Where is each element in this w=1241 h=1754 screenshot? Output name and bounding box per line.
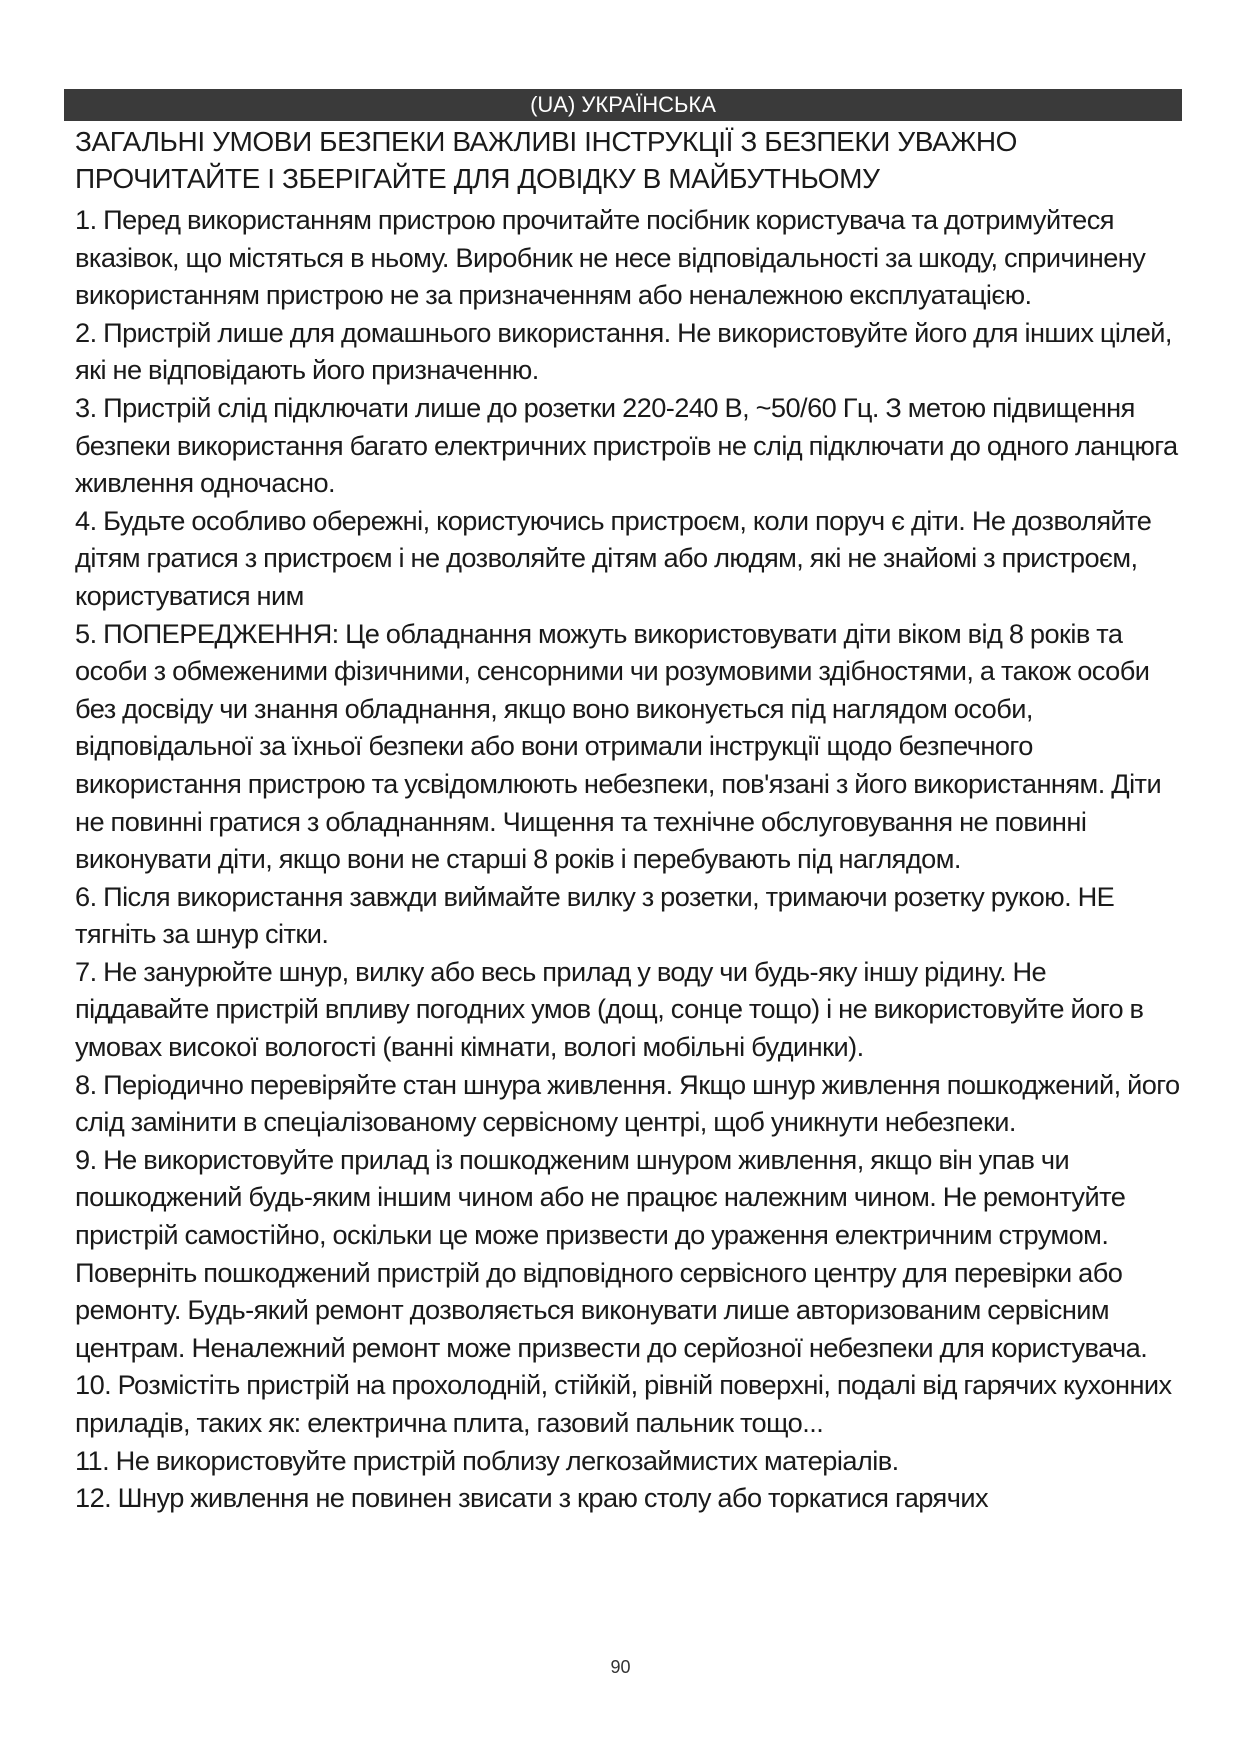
safety-instructions-list — [75, 201, 1185, 1517]
instruction-item: 4. Будьте особливо обережні, користуючись пристроєм, коли поруч є діти. Не дозволяйте дітям гратися з пристроєм і не дозволяйте дітям або людям, які не знайомі з пристроєм, користуватися ним — [75, 504, 1152, 611]
instruction-item: 1. Перед використанням пристрою прочитайте посібник користувача та дотримуйтеся вказівок, що містяться в ньому. Виробник не несе відповідальності за шкоду, спричинену використанням пристрою не за призначенням або неналежною експлуатацією. — [75, 204, 1146, 311]
instruction-item: 10. Розмістіть пристрій на прохолодній, стійкій, рівній поверхні, подалі від гарячих кухонних приладів, таких як: електрична плита, газовий пальник тощо... — [75, 1369, 1172, 1438]
language-label: (UA) УКРАЇНСЬКА — [530, 92, 716, 117]
instruction-item: 7. Не занурюйте шнур, вилку або весь прилад у воду чи будь-яку іншу рідину. Не піддавайте пристрій впливу погодних умов (дощ, сонце тощо) і не використовуйте його в умовах високої вологості (ванні кімнати, вологі мобільні будинки). — [75, 955, 1144, 1063]
section-title: ЗАГАЛЬНІ УМОВИ БЕЗПЕКИ ВАЖЛИВІ ІНСТРУКЦІЇ З БЕЗПЕКИ УВАЖНО ПРОЧИТАЙТЕ І ЗБЕРІГАЙТЕ ДЛЯ ДОВІДКУ В МАЙБУТНЬОМУ — [75, 126, 1018, 194]
instruction-item: 2. Пристрій лише для домашнього використання. Не використовуйте його для інших цілей, які не відповідають його призначенню. — [75, 316, 1172, 386]
instruction-item: 11. Не використовуйте пристрій поблизу легкозаймистих матеріалів. — [75, 1444, 899, 1476]
safety-section — [75, 123, 1185, 1517]
instruction-item: 5. ПОПЕРЕДЖЕННЯ: Це обладнання можуть використовувати діти віком від 8 років та особи з обмеженими фізичними, сенсорними чи розумовими здібностями, а також особи без досвіду чи знання обладнання, якщо воно виконується під наглядом особи, відповідальної за їхньої безпеки або вони отримали інструкції щодо безпечного використання пристрою та усвідомлюють небезпеки, пов'язані з його використанням. Діти не повинні гратися з обладнанням. Чищення та технічне обслуговування не повинні виконувати діти, якщо вони не старші 8 років і перебувають під наглядом. — [75, 617, 1162, 875]
instruction-item: 6. Після використання завжди виймайте вилку з розетки, тримаючи розетку рукою. НЕ тягніть за шнур сітки. — [75, 880, 1115, 950]
page-number: 90 — [610, 1657, 631, 1677]
language-header-bar — [64, 89, 1182, 121]
instruction-item: 12. Шнур живлення не повинен звисати з краю столу або торкатися гарячих — [75, 1482, 989, 1514]
instruction-item: 3. Пристрій слід підключати лише до розетки 220-240 В, ~50/60 Гц. З метою підвищення безпеки використання багато електричних пристроїв не слід підключати до одного ланцюга живлення одночасно. — [75, 391, 1178, 499]
instruction-item: 8. Періодично перевіряйте стан шнура живлення. Якщо шнур живлення пошкоджений, його слід замінити в спеціалізованому сервісному центрі, щоб уникнути небезпеки. — [75, 1068, 1180, 1138]
instruction-item: 9. Не використовуйте прилад із пошкодженим шнуром живлення, якщо він упав чи пошкоджений будь-яким іншим чином або не працює належним чином. Не ремонтуйте пристрій самостійно, оскільки це може призвести до ураження електричним струмом. Поверніть пошкоджений пристрій до відповідного сервісного центру для перевірки або ремонту. Будь-який ремонт дозволяється виконувати лише авторизованим сервісним центрам. Неналежний ремонт може призвести до серйозної небезпеки для користувача. — [75, 1143, 1148, 1363]
